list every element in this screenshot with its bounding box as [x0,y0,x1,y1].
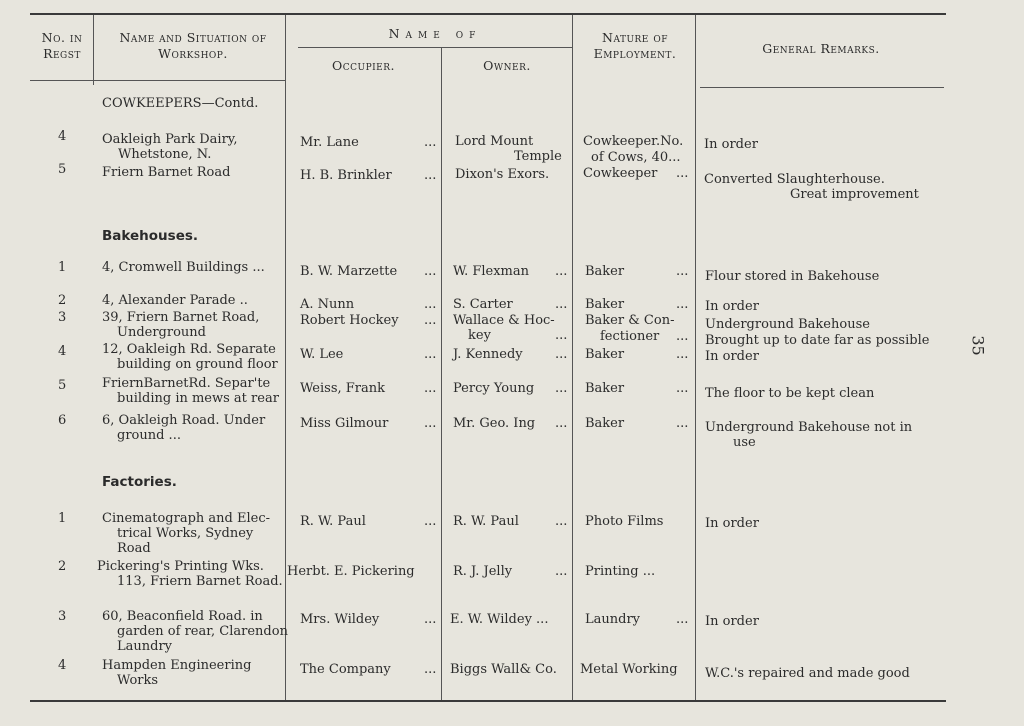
employment-line: Cowkeeper.No. [583,134,684,149]
reg-number: 3 [58,310,67,325]
employment-line: Baker & Con- [585,313,675,328]
occupier: B. W. Marzette [300,264,398,279]
reg-number: 5 [58,378,67,393]
column-line [285,15,286,700]
section-bakehouses: Bakehouses. [102,228,199,244]
leader-dots: ... [555,564,568,579]
header-name-of: Name of [388,26,482,41]
leader-dots: ... [676,347,689,362]
reg-number: 6 [58,413,67,428]
reg-number: 4 [58,344,67,359]
reg-number: 4 [58,658,67,673]
owner-line: S. Carter [453,297,513,312]
header-owner: Owner. [483,58,531,73]
employment-line: Baker [585,381,625,396]
workshop-line: Laundry [117,639,173,654]
top-rule [30,13,946,15]
section-factories: Factories. [102,474,177,490]
owner-line: R. J. Jelly [453,564,513,579]
employment-line: Photo Films [585,514,664,529]
workshop-line: 39, Friern Barnet Road, [102,310,260,325]
workshop-line: 60, Beaconfield Road. in [102,609,263,624]
owner-line: Mr. Geo. Ing [453,416,536,431]
section-cowkeepers: COWKEEPERS—Contd. [102,96,259,111]
leader-dots: ... [555,328,568,343]
remark-line: Brought up to date far as possible [705,333,930,348]
header-occupier: Occupier. [331,58,396,73]
remark-line: Flour stored in Bakehouse [705,269,880,284]
owner-line: R. W. Paul [453,514,519,529]
remark-line: In order [705,516,759,531]
leader-dots: ... [424,297,437,312]
leader-dots: ... [424,135,437,150]
occupier: Weiss, Frank [300,381,385,396]
remark-line: Converted Slaughterhouse. [704,172,885,187]
leader-dots: ... [676,612,689,627]
employment-line: fectioner [600,329,660,344]
header-no: No. in Regst [41,30,83,61]
owner-line: J. Kennedy [453,347,523,362]
remark-line: W.C.'s repaired and made good [705,666,910,681]
occupier: Robert Hockey [300,313,399,328]
occupier: R. W. Paul [300,514,366,529]
header-employment: Nature of Employment. [593,30,677,61]
reg-number: 2 [58,559,67,574]
leader-dots: ... [424,416,437,431]
reg-number: 3 [58,609,67,624]
workshop-line: Friern Barnet Road [102,165,231,180]
leader-dots: ... [424,381,437,396]
workshop-line: 4, Alexander Parade .. [102,293,248,308]
workshop-line: trical Works, Sydney [117,526,254,541]
leader-dots: ... [555,381,568,396]
leader-dots: ... [424,347,437,362]
employment-line: Baker [585,416,625,431]
leader-dots: ... [555,347,568,362]
workshop-line: 6, Oakleigh Road. Under [102,413,266,428]
reg-number: 1 [58,260,67,275]
reg-number: 5 [58,162,67,177]
workshop-line: Whetstone, N. [118,147,212,162]
workshop-line: garden of rear, Clarendon [117,624,288,639]
remark-line: In order [705,614,759,629]
employment-line: of Cows, 40... [591,150,681,165]
leader-dots: ... [424,313,437,328]
reg-number: 4 [58,129,67,144]
leader-dots: ... [555,264,568,279]
leader-dots: ... [555,416,568,431]
occupier: W. Lee [300,347,344,362]
workshop-line: Underground [117,325,206,340]
employment-line: Baker [585,264,625,279]
occupier: A. Nunn [300,297,355,312]
workshop-line: building in mews at rear [117,391,279,406]
employment-line: Printing ... [585,564,656,579]
leader-dots: ... [676,297,689,312]
leader-dots: ... [424,514,437,529]
workshop-line: Pickering's Printing Wks. [97,559,264,574]
occupier: Mrs. Wildey [300,612,380,627]
leader-dots: ... [424,662,437,677]
occupier: Miss Gilmour [300,416,389,431]
occupier: H. B. Brinkler [300,168,392,183]
remark-line: Great improvement [790,187,919,202]
header-rule-main [94,80,286,81]
leader-dots: ... [424,612,437,627]
workshop-line: Road [117,541,151,556]
occupier: Mr. Lane [300,135,359,150]
owner-line: Percy Young [453,381,535,396]
owner-line: E. W. Wildey ... [450,612,549,627]
header-remarks: General Remarks. [762,41,880,56]
owner-line: Wallace & Hoc- [453,313,555,328]
remark-line: In order [704,137,758,152]
workshop-line: FriernBarnetRd. Separ'te [102,376,271,391]
leader-dots: ... [676,416,689,431]
owner-line: W. Flexman [453,264,530,279]
employment-line: Baker [585,297,625,312]
remark-line: In order [705,299,759,314]
owner-line: Biggs Wall& Co. [450,662,557,677]
header-rule-main [700,87,944,88]
column-line [695,15,696,700]
bottom-rule [30,700,946,702]
workshop-line: Cinematograph and Elec- [102,511,271,526]
remark-line: The floor to be kept clean [705,386,875,401]
owner-line: Dixon's Exors. [455,167,550,182]
leader-dots: ... [676,166,689,181]
leader-dots: ... [424,168,437,183]
reg-number: 1 [58,511,67,526]
workshop-line: Oakleigh Park Dairy, [102,132,238,147]
leader-dots: ... [555,297,568,312]
workshop-line: building on ground floor [117,357,278,372]
employment-line: Metal Working [580,662,678,677]
employment-line: Cowkeeper [583,166,658,181]
column-line [441,48,442,700]
workshop-line: 4, Cromwell Buildings ... [102,260,265,275]
reg-number: 2 [58,293,67,308]
employment-line: Baker [585,347,625,362]
leader-dots: ... [424,264,437,279]
employment-line: Laundry [585,612,641,627]
column-line [572,15,573,700]
workshop-line: ground ... [117,428,181,443]
workshop-line: Hampden Engineering [102,658,252,673]
occupier: Herbt. E. Pickering [287,564,415,579]
remark-line: Underground Bakehouse not in [705,420,913,435]
workshop-line: Works [117,673,159,688]
page-number: 35 [968,335,988,356]
leader-dots: ... [676,264,689,279]
owner-line: Lord Mount [455,134,534,149]
occupier: The Company [300,662,391,677]
owner-line: Temple [514,149,562,164]
workshop-line: 12, Oakleigh Rd. Separate [102,342,276,357]
workshop-line: 113, Friern Barnet Road. [117,574,283,589]
header-rule-nameof [298,47,572,48]
owner-line: key [468,328,491,343]
remark-line: Underground Bakehouse [705,317,870,332]
header-rule-main [30,80,94,81]
leader-dots: ... [676,329,689,344]
header-workshop: Name and Situation of Workshop. [119,30,267,61]
leader-dots: ... [555,514,568,529]
remark-line: use [733,435,756,450]
remark-line: In order [705,349,759,364]
leader-dots: ... [676,381,689,396]
